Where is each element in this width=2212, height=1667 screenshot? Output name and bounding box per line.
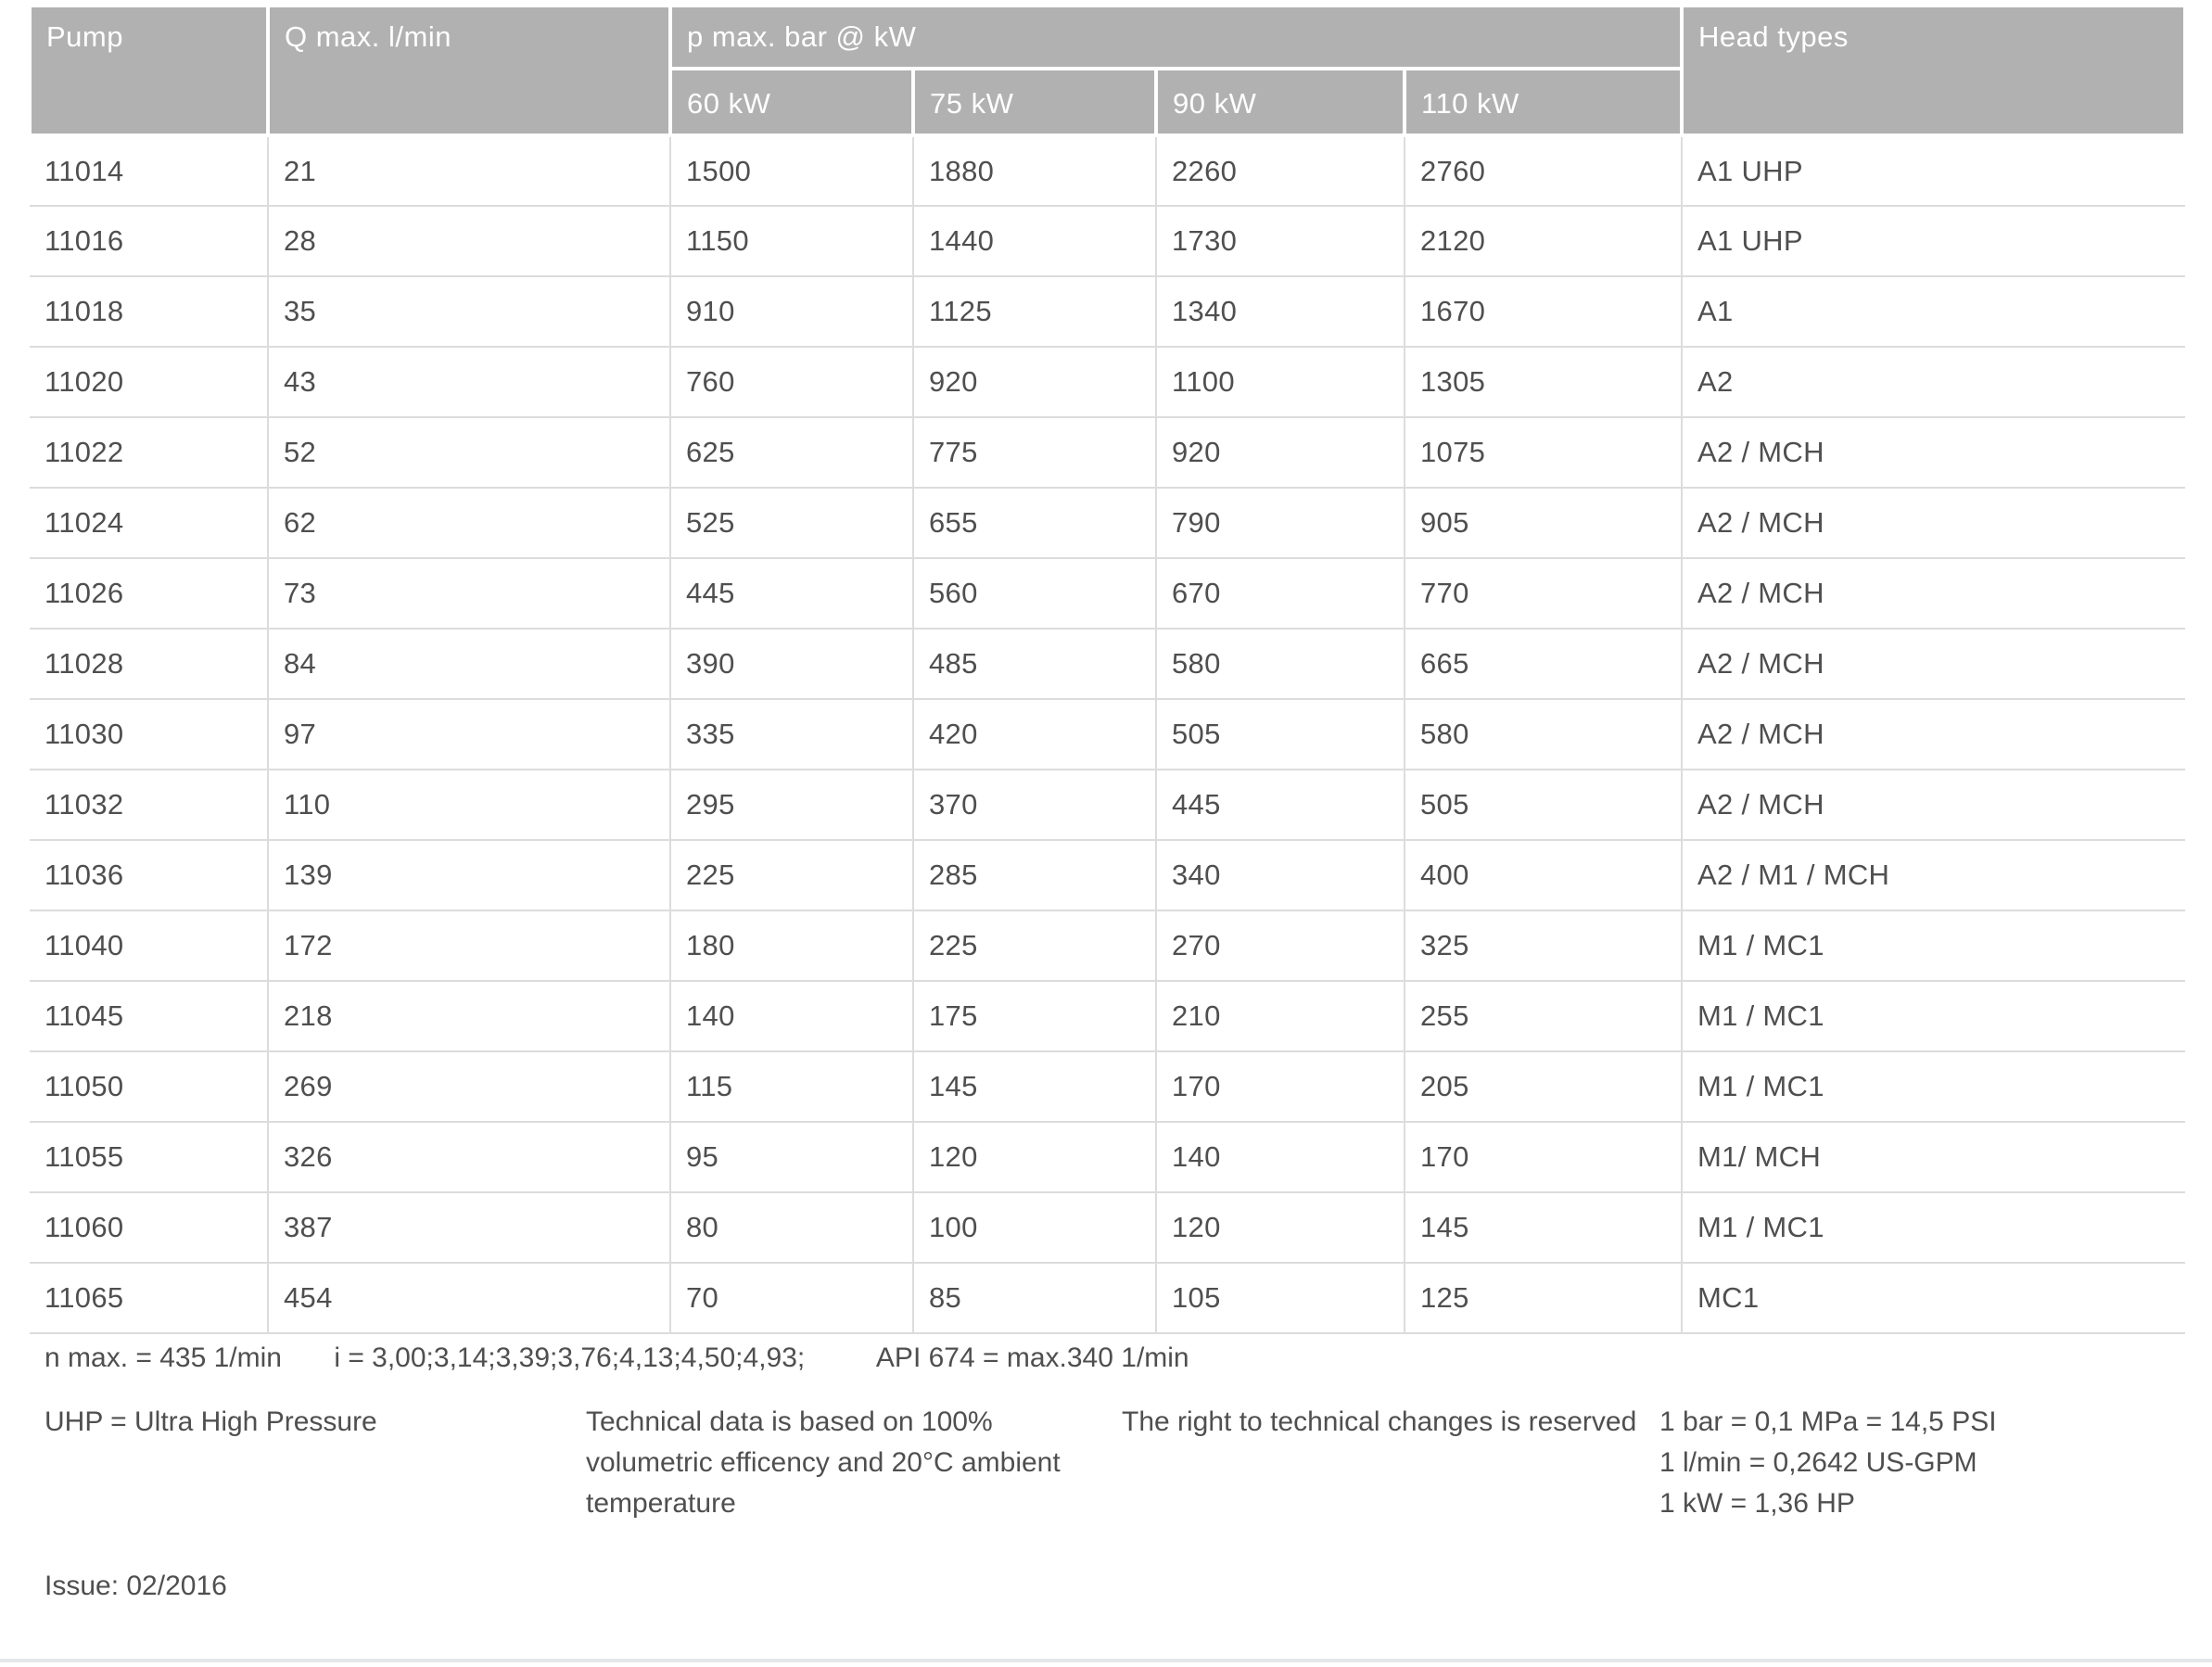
table-cell: 84: [268, 629, 670, 699]
table-row: [30, 629, 2185, 699]
note-technical: Technical data is based on 100% volumetric efficency and 20°C ambient temperature: [586, 1406, 1061, 1519]
table-cell: 175: [913, 981, 1156, 1051]
col-header-60kw: 60 kW: [670, 69, 913, 135]
table-cell: 770: [1405, 558, 1682, 629]
table-row: [30, 1263, 2185, 1333]
table-cell: 11020: [30, 347, 268, 417]
table-cell: 11045: [30, 981, 268, 1051]
table-cell: 335: [670, 699, 913, 770]
table-cell: 11055: [30, 1122, 268, 1192]
table-row: [30, 910, 2185, 981]
table-row: [30, 417, 2185, 488]
table-cell: 269: [268, 1051, 670, 1122]
table-row: [30, 347, 2185, 417]
table-cell: 105: [1156, 1263, 1405, 1333]
table-cell: 390: [670, 629, 913, 699]
table-cell: 270: [1156, 910, 1405, 981]
table-cell: 920: [913, 347, 1156, 417]
table-cell: 387: [268, 1192, 670, 1263]
table-cell: 560: [913, 558, 1156, 629]
table-cell: 125: [1405, 1263, 1682, 1333]
table-cell: 35: [268, 276, 670, 347]
table-cell: A1 UHP: [1682, 135, 2185, 206]
col-header-head-types: Head types: [1682, 6, 2185, 135]
table-cell: M1 / MC1: [1682, 1192, 2185, 1263]
table-cell: M1 / MC1: [1682, 910, 2185, 981]
table-cell: 11030: [30, 699, 268, 770]
table-cell: 180: [670, 910, 913, 981]
table-cell: 110: [268, 770, 670, 840]
table-cell: 85: [913, 1263, 1156, 1333]
table-cell: 210: [1156, 981, 1405, 1051]
table-cell: 170: [1156, 1051, 1405, 1122]
table-row: [30, 488, 2185, 558]
table-cell: 11032: [30, 770, 268, 840]
table-cell: 485: [913, 629, 1156, 699]
note-rights: The right to technical changes is reserved: [1122, 1406, 1637, 1437]
table-cell: 115: [670, 1051, 913, 1122]
table-cell: 285: [913, 840, 1156, 910]
table-cell: 11022: [30, 417, 268, 488]
table-cell: MC1: [1682, 1263, 2185, 1333]
table-cell: M1 / MC1: [1682, 981, 2185, 1051]
table-cell: 140: [1156, 1122, 1405, 1192]
table-cell: 11016: [30, 206, 268, 276]
conversion-kw: 1 kW = 1,36 HP: [1659, 1488, 1855, 1519]
table-row: [30, 1192, 2185, 1263]
table-cell: 11040: [30, 910, 268, 981]
table-cell: 11024: [30, 488, 268, 558]
table-cell: 525: [670, 488, 913, 558]
table-cell: 218: [268, 981, 670, 1051]
table-cell: 625: [670, 417, 913, 488]
bottom-divider: [0, 1659, 2212, 1662]
table-row: [30, 981, 2185, 1051]
table-cell: A2 / M1 / MCH: [1682, 840, 2185, 910]
table-cell: 325: [1405, 910, 1682, 981]
header-row-main: [30, 6, 2185, 69]
table-cell: A2 / MCH: [1682, 629, 2185, 699]
table-cell: 95: [670, 1122, 913, 1192]
col-header-75kw: 75 kW: [913, 69, 1156, 135]
table-cell: 120: [1156, 1192, 1405, 1263]
table-cell: 790: [1156, 488, 1405, 558]
note-i-values: i = 3,00;3,14;3,39;3,76;4,13;4,50;4,93;: [334, 1343, 806, 1373]
table-cell: A2: [1682, 347, 2185, 417]
table-cell: 11050: [30, 1051, 268, 1122]
col-header-pmax-group: p max. bar @ kW: [670, 6, 1682, 69]
table-cell: 225: [913, 910, 1156, 981]
table-cell: 760: [670, 347, 913, 417]
table-cell: 1670: [1405, 276, 1682, 347]
table-row: [30, 276, 2185, 347]
table-cell: A2 / MCH: [1682, 770, 2185, 840]
table-cell: 62: [268, 488, 670, 558]
table-cell: 445: [1156, 770, 1405, 840]
table-cell: 580: [1156, 629, 1405, 699]
table-cell: 1075: [1405, 417, 1682, 488]
table-cell: 11028: [30, 629, 268, 699]
table-cell: 21: [268, 135, 670, 206]
table-cell: 326: [268, 1122, 670, 1192]
table-cell: 665: [1405, 629, 1682, 699]
conversion-bar: 1 bar = 0,1 MPa = 14,5 PSI: [1659, 1406, 1997, 1437]
table-cell: 1150: [670, 206, 913, 276]
note-conversions: [1659, 1402, 1997, 1524]
table-cell: 775: [913, 417, 1156, 488]
table-cell: 1880: [913, 135, 1156, 206]
table-cell: 145: [1405, 1192, 1682, 1263]
table-cell: 905: [1405, 488, 1682, 558]
table-cell: 1100: [1156, 347, 1405, 417]
table-row: [30, 770, 2185, 840]
table-cell: 1730: [1156, 206, 1405, 276]
table-cell: 11018: [30, 276, 268, 347]
table-cell: 580: [1405, 699, 1682, 770]
table-cell: 920: [1156, 417, 1405, 488]
table-cell: 80: [670, 1192, 913, 1263]
issue-label: Issue: 02/2016: [44, 1571, 227, 1601]
table-cell: M1/ MCH: [1682, 1122, 2185, 1192]
table-cell: 445: [670, 558, 913, 629]
table-row: [30, 1051, 2185, 1122]
table-cell: 670: [1156, 558, 1405, 629]
table-footnote-line: [44, 1343, 1189, 1374]
table-header: [30, 6, 2185, 135]
table-row: [30, 135, 2185, 206]
pump-table-body: [30, 135, 2185, 1333]
note-n-max: n max. = 435 1/min: [44, 1343, 282, 1373]
table-cell: 11065: [30, 1263, 268, 1333]
col-header-qmax: Q max. l/min: [268, 6, 670, 135]
note-api: API 674 = max.340 1/min: [875, 1343, 1189, 1373]
table-row: [30, 840, 2185, 910]
table-cell: 910: [670, 276, 913, 347]
table-cell: 1340: [1156, 276, 1405, 347]
table-cell: 2760: [1405, 135, 1682, 206]
table-cell: A2 / MCH: [1682, 417, 2185, 488]
table-cell: 1305: [1405, 347, 1682, 417]
table-cell: 454: [268, 1263, 670, 1333]
table-cell: 400: [1405, 840, 1682, 910]
table-cell: 28: [268, 206, 670, 276]
table-cell: 70: [670, 1263, 913, 1333]
table-cell: 2120: [1405, 206, 1682, 276]
table-cell: 420: [913, 699, 1156, 770]
table-cell: 1440: [913, 206, 1156, 276]
table-row: [30, 558, 2185, 629]
table-row: [30, 699, 2185, 770]
col-header-90kw: 90 kW: [1156, 69, 1405, 135]
note-uhp: UHP = Ultra High Pressure: [44, 1406, 377, 1437]
col-header-110kw: 110 kW: [1405, 69, 1682, 135]
table-cell: 100: [913, 1192, 1156, 1263]
table-cell: 120: [913, 1122, 1156, 1192]
table-cell: 11014: [30, 135, 268, 206]
col-header-pump: Pump: [30, 6, 268, 135]
table-cell: 1500: [670, 135, 913, 206]
table-cell: A1 UHP: [1682, 206, 2185, 276]
table-cell: 172: [268, 910, 670, 981]
table-row: [30, 1122, 2185, 1192]
table-cell: 170: [1405, 1122, 1682, 1192]
table-cell: 73: [268, 558, 670, 629]
table-cell: 255: [1405, 981, 1682, 1051]
table-cell: 505: [1405, 770, 1682, 840]
table-cell: 140: [670, 981, 913, 1051]
table-cell: 11036: [30, 840, 268, 910]
table-row: [30, 206, 2185, 276]
table-cell: 370: [913, 770, 1156, 840]
table-cell: 655: [913, 488, 1156, 558]
table-cell: 205: [1405, 1051, 1682, 1122]
table-cell: 1125: [913, 276, 1156, 347]
conversion-lmin: 1 l/min = 0,2642 US-GPM: [1659, 1447, 1977, 1478]
table-cell: A2 / MCH: [1682, 488, 2185, 558]
table-cell: 11026: [30, 558, 268, 629]
table-cell: 52: [268, 417, 670, 488]
table-cell: 11060: [30, 1192, 268, 1263]
table-cell: 295: [670, 770, 913, 840]
table-cell: 2260: [1156, 135, 1405, 206]
pump-spec-table: [28, 4, 2187, 1334]
table-cell: 139: [268, 840, 670, 910]
table-cell: 505: [1156, 699, 1405, 770]
table-cell: 97: [268, 699, 670, 770]
table-cell: 145: [913, 1051, 1156, 1122]
table-cell: A1: [1682, 276, 2185, 347]
table-cell: A2 / MCH: [1682, 558, 2185, 629]
table-cell: 43: [268, 347, 670, 417]
table-cell: 340: [1156, 840, 1405, 910]
table-cell: 225: [670, 840, 913, 910]
table-cell: M1 / MC1: [1682, 1051, 2185, 1122]
table-cell: A2 / MCH: [1682, 699, 2185, 770]
